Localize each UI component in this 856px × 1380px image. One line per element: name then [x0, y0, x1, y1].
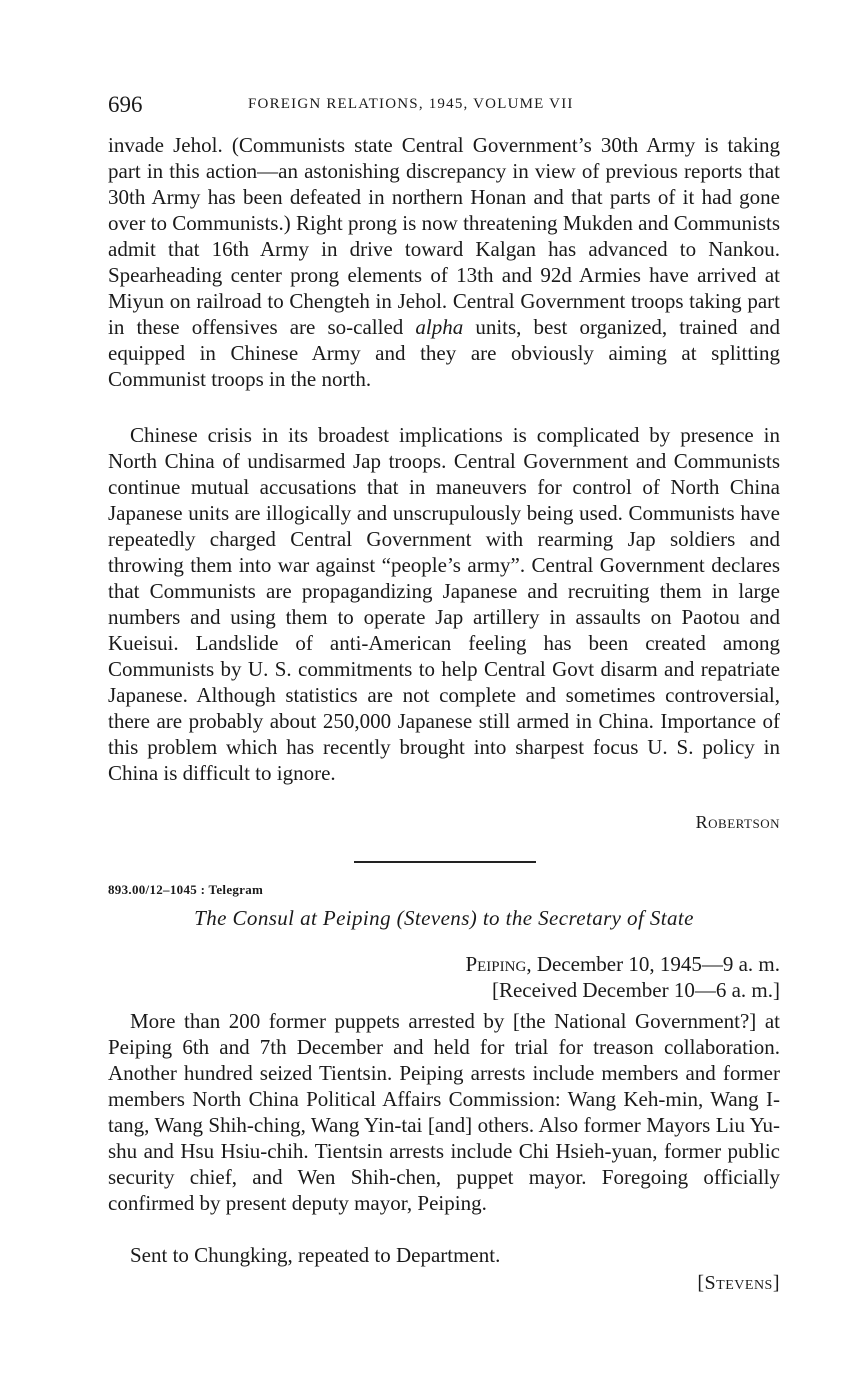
dateline-place: Peiping	[465, 952, 527, 976]
continued-paragraph	[108, 132, 780, 392]
dateline	[465, 952, 780, 977]
section-divider	[354, 861, 536, 863]
paragraph-text: invade Jehol. (Communists state Central Government’s 30th Army is taking part in this action—an astonishing discrepancy in view of previous reports that 30th Army has been defeated in northern Honan and that parts of it had gone over to Communists.) Right prong is now threatening Mukden and Communists admit that 16th Army in drive toward Kalgan has advanced to Nankou. Spearheading center prong elements of 13th and 92d Armies have arrived at Miyun on railroad to Chengteh in Jehol. Central Government troops taking part in these offensives are so-called	[108, 133, 780, 339]
signature-stevens: [Stevens]	[697, 1272, 780, 1294]
italic-term: alpha	[415, 315, 464, 339]
page-header	[108, 92, 780, 120]
paragraph-text: units, best organized, trained and equipped in Chinese Army and they are obviously aiming at splitting Communist troops in the north.	[108, 315, 780, 391]
paragraph-2: Chinese crisis in its broadest implications is complicated by presence in North China of undisarmed Jap troops. Central Government and Communists continue mutual accusations that in maneuvers for control of North China Japanese units are illogically and unscrupulously being used. Communists have repeatedly charged Central Government with rearming Jap soldiers and throwing them into war against “people’s army”. Central Government declares that Communists are propagandizing Japanese and recruiting them in large numbers and using them to operate Jap artillery in assaults on Paotou and Kueisui. Landslide of anti-American feeling has been created among Communists by U. S. commitments to help Central Govt disarm and repatriate Japanese. Although statistics are not complete and sometimes controversial, there are probably about 250,000 Japanese still armed in China. Importance of this problem which has recently brought into sharpest focus U. S. policy in China is difficult to ignore.	[108, 423, 780, 785]
document-title: The Consul at Peiping (Stevens) to the Secretary of State	[194, 906, 694, 930]
received-line: [Received December 10—6 a. m.]	[491, 978, 780, 1002]
paragraph-3: More than 200 former puppets arrested by [the National Government?] at Peiping 6th and 7th December and held for trial for treason collaboration. Another hundred seized Tientsin. Peiping arrests include members and former members North China Political Affairs Commission: Wang Keh-min, Wang I-tang, Wang Shih-ching, Wang Yin-tai [and] others. Also former Mayors Liu Yu-shu and Hsu Hsiu-chih. Tientsin arrests include Chi Hsieh-yuan, former public security chief, and Wen Shih-chen, puppet mayor. Foregoing officially confirmed by present deputy mayor, Peiping.	[108, 1009, 780, 1215]
page-number: 696	[108, 92, 143, 117]
paragraph-4: Sent to Chungking, repeated to Department.	[130, 1243, 501, 1267]
file-reference: 893.00/12–1045 : Telegram	[108, 882, 264, 897]
running-head: FOREIGN RELATIONS, 1945, VOLUME VII	[248, 96, 574, 112]
dateline-date: , December 10, 1945—9 a. m.	[526, 952, 780, 976]
signature-robertson: Robertson	[695, 812, 780, 832]
